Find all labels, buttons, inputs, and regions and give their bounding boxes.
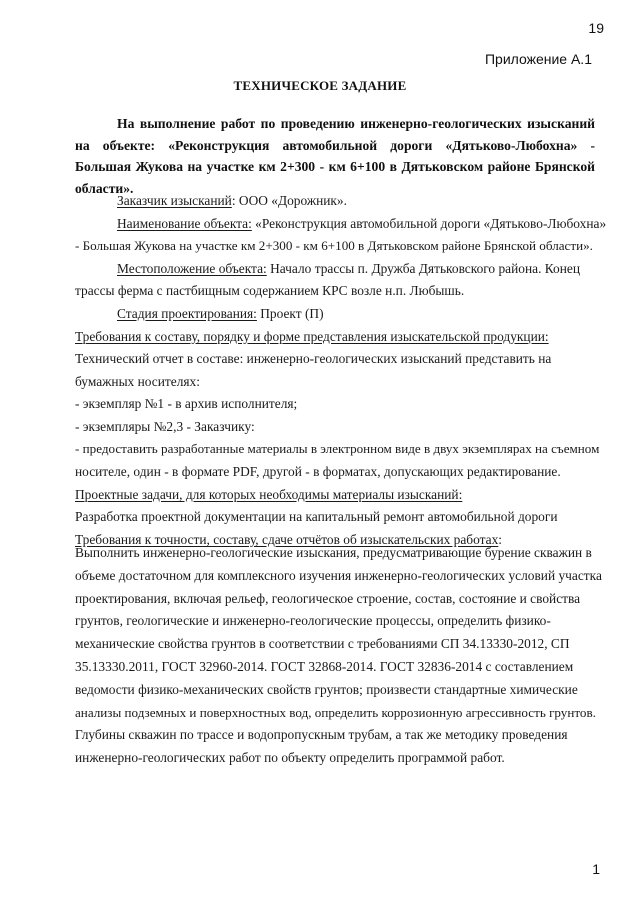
- report-line: - экземпляр №1 - в архив исполнителя;: [75, 396, 298, 412]
- accuracy-line: Глубины скважин по трассе и водопропускным трубам, а так же методику проведения: [75, 727, 568, 743]
- accuracy-line: инженерно-геологических работ по объекту определить программой работ.: [75, 750, 505, 766]
- report-line: Технический отчет в составе: инженерно-геологических изысканий представить на: [75, 351, 552, 366]
- location-line: [75, 258, 600, 281]
- appendix-label: Приложение А.1: [484, 51, 592, 67]
- report-line: бумажных носителях:: [75, 373, 200, 389]
- accuracy-line: объеме достаточном для комплексного изучения инженерно-геологических условий участка: [75, 567, 602, 583]
- accuracy-paragraph: [75, 542, 600, 770]
- accuracy-heading: Требования к точности, составу, сдаче отчётов об изыскательских работах: [75, 531, 499, 547]
- object-name-line: [75, 213, 607, 236]
- subject-paragraph: На выполнение работ по проведению инженерно-геологических изысканий на объекте: «Реконструкция автомобильной дороги «Дятьково-Любохна» - Большая Жукова на участке км 2+300 - км 6+100 в Дятьковском районе Брянской области».: [75, 116, 595, 196]
- report-line: носителе, один - в формате PDF, другой - в форматах, допускающих редактирование.: [75, 463, 561, 479]
- accuracy-line: грунтов, геологические и инженерно-геологические процессы, определить физико-: [75, 613, 551, 629]
- accuracy-line: проектирования, включая рельеф, геологическое строение, состав, состояние и свойства: [75, 590, 581, 606]
- location-continuation: трассы ферма с пастбищным содержанием КРС возле н.п. Любышь.: [75, 283, 465, 299]
- object-details: [75, 190, 607, 348]
- stage-label: Стадия проектирования:: [117, 305, 257, 321]
- report-line: - предоставить разработанные материалы в электронном виде в двух экземплярах на съемном: [75, 441, 600, 457]
- tasks-heading: Проектные задачи, для которых необходимы материалы изысканий:: [75, 486, 463, 502]
- location-value: Начало трассы п. Дружба Дятьковского района. Конец: [266, 260, 581, 276]
- accuracy-line: ведомости физико-механических свойств грунтов; произвести стандартные химические: [75, 681, 578, 697]
- customer-line: [75, 190, 600, 213]
- accuracy-line: 35.13330.2011, ГОСТ 32960-2014. ГОСТ 32868-2014. ГОСТ 32836-2014 с составлением: [75, 658, 574, 674]
- object-name-label: Наименование объекта:: [117, 215, 252, 231]
- customer-value: : ООО «Дорожник».: [231, 193, 347, 208]
- report-requirements: [75, 348, 600, 551]
- customer-label: Заказчик изысканий: [117, 193, 232, 208]
- location-label: Местоположение объекта:: [117, 260, 267, 276]
- accuracy-line: анализы подземных и поверхностных вод, определить коррозионную агрессивность грунтов.: [75, 704, 596, 720]
- object-name-value: «Реконструкция автомобильной дороги «Дятьково-Любохна»: [251, 215, 607, 231]
- stage-value: Проект (П): [256, 305, 324, 321]
- accuracy-line: механические свойства грунтов в соответствии с требованиями СП 34.13330-2012, СП: [75, 636, 570, 652]
- tasks-text: Разработка проектной документации на капитальный ремонт автомобильной дороги: [75, 509, 558, 525]
- document-title: ТЕХНИЧЕСКОЕ ЗАДАНИЕ: [233, 78, 407, 93]
- page-number-bottom: 1: [592, 861, 600, 877]
- report-line: - экземпляры №2,3 - Заказчику:: [75, 418, 255, 434]
- page-number-top: 19: [588, 20, 604, 36]
- requirements-heading: Требования к составу, порядку и форме представления изыскательской продукции:: [75, 328, 549, 344]
- object-name-continuation: - Большая Жукова на участке км 2+300 - км 6+100 в Дятьковском районе Брянской области».: [75, 238, 593, 254]
- accuracy-heading-colon: :: [498, 531, 503, 547]
- accuracy-line: Выполнить инженерно-геологические изыскания, предусматривающие бурение скважин в: [75, 545, 592, 560]
- stage-line: [75, 303, 600, 326]
